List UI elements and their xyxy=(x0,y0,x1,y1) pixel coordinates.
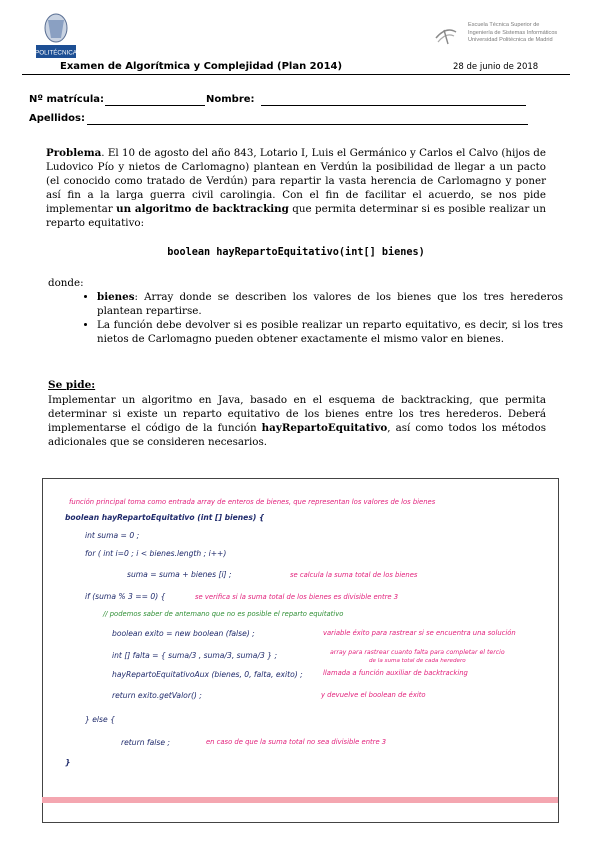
code-comment: array para rastrear cuanto falta para completar el tercio xyxy=(330,649,505,656)
code-comment: variable éxito para rastrear si se encuentra una solución xyxy=(323,629,516,637)
matricula-field[interactable] xyxy=(105,105,205,106)
apellidos-label: Apellidos: xyxy=(29,113,85,124)
code-comment: se verifica si la suma total de los bienes es divisible entre 3 xyxy=(195,593,399,601)
problem-bold: un algoritmo de backtracking xyxy=(116,203,289,215)
nombre-field[interactable] xyxy=(261,105,526,106)
handwritten-answer-box xyxy=(42,478,559,823)
se-pide-text-part: , así como todos los métodos adicionales que se consideren necesarios. xyxy=(48,422,546,448)
code-comment: en caso de que la suma total no sea divisible entre 3 xyxy=(206,738,387,746)
se-pide-bold: hayRepartoEquitativo xyxy=(261,422,388,434)
code-line: if (suma % 3 == 0) { xyxy=(85,592,166,601)
exam-date: 28 de junio de 2018 xyxy=(453,62,539,72)
code-line: boolean exito = new boolean (false) ; xyxy=(112,629,255,638)
school-line: Universidad Politécnica de Madrid xyxy=(468,37,553,43)
code-line: int suma = 0 ; xyxy=(85,531,140,540)
apellidos-field[interactable] xyxy=(87,124,528,125)
se-pide-text xyxy=(48,393,546,449)
problem-label: Problema xyxy=(46,147,102,159)
donde-list xyxy=(80,290,563,346)
upm-logo xyxy=(30,10,82,62)
se-pide-heading: Se pide: xyxy=(48,379,96,391)
nombre-label: Nombre: xyxy=(206,94,255,105)
code-line: return false ; xyxy=(121,738,170,747)
matricula-label: Nº matrícula: xyxy=(29,94,105,105)
bullet-text: La función debe devolver si es posible realizar un reparto equitativo, es decir, si los tres nietos de Carlomagno pueden obtener exactamente el mismo valor en bienes. xyxy=(97,319,563,345)
school-line: Ingeniería de Sistemas Informáticos xyxy=(468,29,558,36)
header-divider xyxy=(22,74,570,75)
etsisi-logo xyxy=(434,24,458,48)
donde-label: donde: xyxy=(48,277,84,289)
se-pide-text-part: Implementar un algoritmo en Java, basado en el esquema de backtracking, que permita determinar si existe un reparto equitativo de los bienes entre los tres herederos. Deberá implementarse el código de la función xyxy=(48,394,546,434)
code-line: int [] falta = { suma/3 , suma/3, suma/3 } ; xyxy=(112,651,278,660)
problem-statement xyxy=(46,146,546,230)
problem-text: . El 10 de agosto del año 843, Lotario I, Luis el Germánico y Carlos el Calvo (hijos de Ludovico Pío y nietos de Carlomagno) plantean en Verdún la posibilidad de llegar a un pacto (el conocido como tratado de Verdún) para repartir la vasta herencia de Carlomagno y poner así fin a la larga guerra civil carolingia. Con el fin de facilitar el acuerdo, se nos pide implementar xyxy=(46,147,546,215)
list-item xyxy=(97,290,563,318)
comment-top: función principal toma como entrada array de enteros de bienes, que representan los valores de los bienes xyxy=(69,498,436,506)
code-line: boolean hayRepartoEquitativo (int [] bienes) { xyxy=(65,513,265,522)
code-line: for ( int i=0 ; i < bienes.length ; i++) xyxy=(85,549,227,558)
code-comment: // podemos saber de antemano que no es posible el reparto equitativo xyxy=(103,610,344,618)
code-line: return exito.getValor() ; xyxy=(112,691,202,700)
logo-text: POLITÉCNICA xyxy=(35,49,77,57)
problem-text: que permita determinar si es posible realizar un reparto equitativo: xyxy=(46,203,547,229)
code-comment: llamada a función auxiliar de backtracking xyxy=(323,669,468,677)
school-name xyxy=(468,22,557,45)
code-line: suma = suma + bienes [i] ; xyxy=(127,570,232,579)
code-line: hayRepartoEquitativoAux (bienes, 0, falta, exito) ; xyxy=(112,670,303,679)
code-line: } xyxy=(65,758,71,767)
code-line: } else { xyxy=(85,715,115,724)
code-comment: se calcula la suma total de los bienes xyxy=(290,571,418,579)
bullet-term: bienes xyxy=(97,291,135,303)
list-item xyxy=(97,318,563,346)
school-line: Escuela Técnica Superior de xyxy=(468,22,540,28)
bullet-text: : Array donde se describen los valores de los bienes que los tres herederos plantean repartirse. xyxy=(97,291,563,317)
exam-title: Examen de Algorítmica y Complejidad (Plan 2014) xyxy=(60,61,343,72)
function-signature: boolean hayRepartoEquitativo(int[] bienes) xyxy=(167,247,425,258)
highlight-bar xyxy=(42,797,558,803)
code-comment: y devuelve el boolean de éxito xyxy=(321,691,426,699)
code-comment: de la suma total de cada heredero xyxy=(369,658,466,664)
